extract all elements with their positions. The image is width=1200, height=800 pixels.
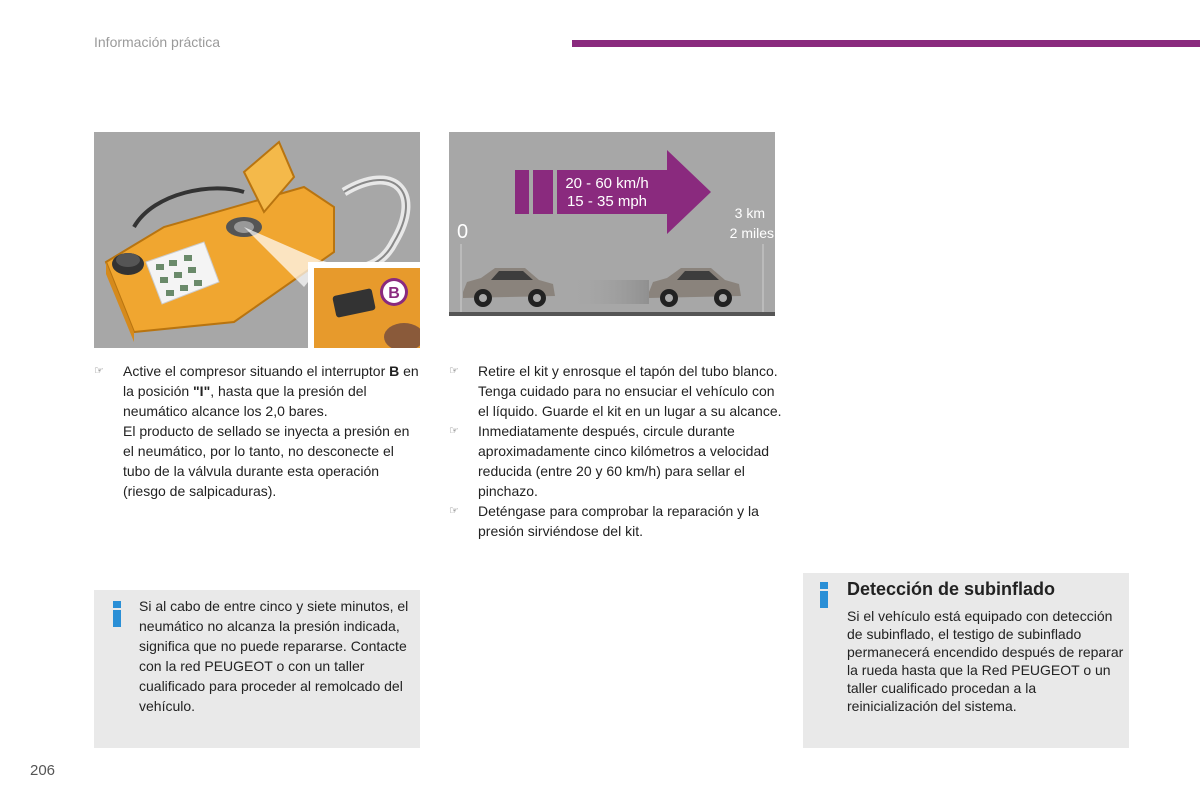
speed-kmh-label: 20 - 60 km/h [565,175,649,192]
info-text: Si el vehículo está equipado con detección de subinflado, el testigo de subinflado permanecerá encendido después de reparar la rueda hasta que la Red PEUGEOT o un taller cualificado procedan a la reinicialización del sistema. [847,608,1124,714]
info-heading: Detección de subinflado [847,579,1056,599]
instruction-text: Inmediatamente después, circule durante aproximadamente cinco kilómetros a velocidad reducida (entre 20 y 60 km/h) para sellar el pinchazo. [478,423,770,499]
instruction-text: Active el compresor situando el interruptor B en la posición "I", hasta que la presión del neumático alcance los 2,0 bares. [123,363,419,419]
info-box-repair-failure [94,590,420,748]
info-icon [818,582,830,608]
pointing-hand-icon: ☞ [449,505,459,517]
instruction-text: Deténgase para comprobar la reparación y la presión sirviéndose del kit. [478,503,759,539]
list-item [449,421,784,501]
page-number: 206 [30,762,56,779]
instruction-note: El producto de sellado se inyecta a presión en el neumático, por lo tanto, no desconecte el tubo de la válvula durante esta operación (riesgo de salpicaduras). [123,423,410,499]
drive-figure [449,132,775,348]
speed-mph-label: 15 - 35 mph [566,193,648,210]
instruction-note: Tenga cuidado para no ensuciar el vehículo con el líquido. Guarde el kit en un lugar a su alcance. [478,383,782,419]
pointing-hand-icon: ☞ [94,365,104,377]
switch-b-label: B [388,285,400,302]
info-box-underinflation [803,573,1129,748]
info-text: Si al cabo de entre cinco y siete minutos, el neumático no alcanza la presión indicada, significa que no puede repararse. Contacte con la red PEUGEOT o con un taller cualificado para proceder al remolcado del vehículo. [139,598,409,714]
header-accent-bar [572,40,1200,47]
drive-illustration [449,132,775,348]
header-section-title: Información práctica [94,34,221,50]
after-repair-instructions [449,361,784,541]
compressor-instructions [94,361,420,501]
compressor-figure [94,132,420,348]
list-item [449,501,784,541]
list-item [449,361,784,421]
distance-miles-label: 2 miles [729,225,774,241]
compressor-illustration [94,132,420,348]
pointing-hand-icon: ☞ [449,425,459,437]
distance-start-label: 0 [457,221,469,243]
instruction-text: Retire el kit y enrosque el tapón del tubo blanco. [478,363,778,379]
distance-km-label: 3 km [734,205,765,221]
info-icon [111,601,123,627]
pointing-hand-icon: ☞ [449,365,459,377]
list-item [94,361,420,501]
